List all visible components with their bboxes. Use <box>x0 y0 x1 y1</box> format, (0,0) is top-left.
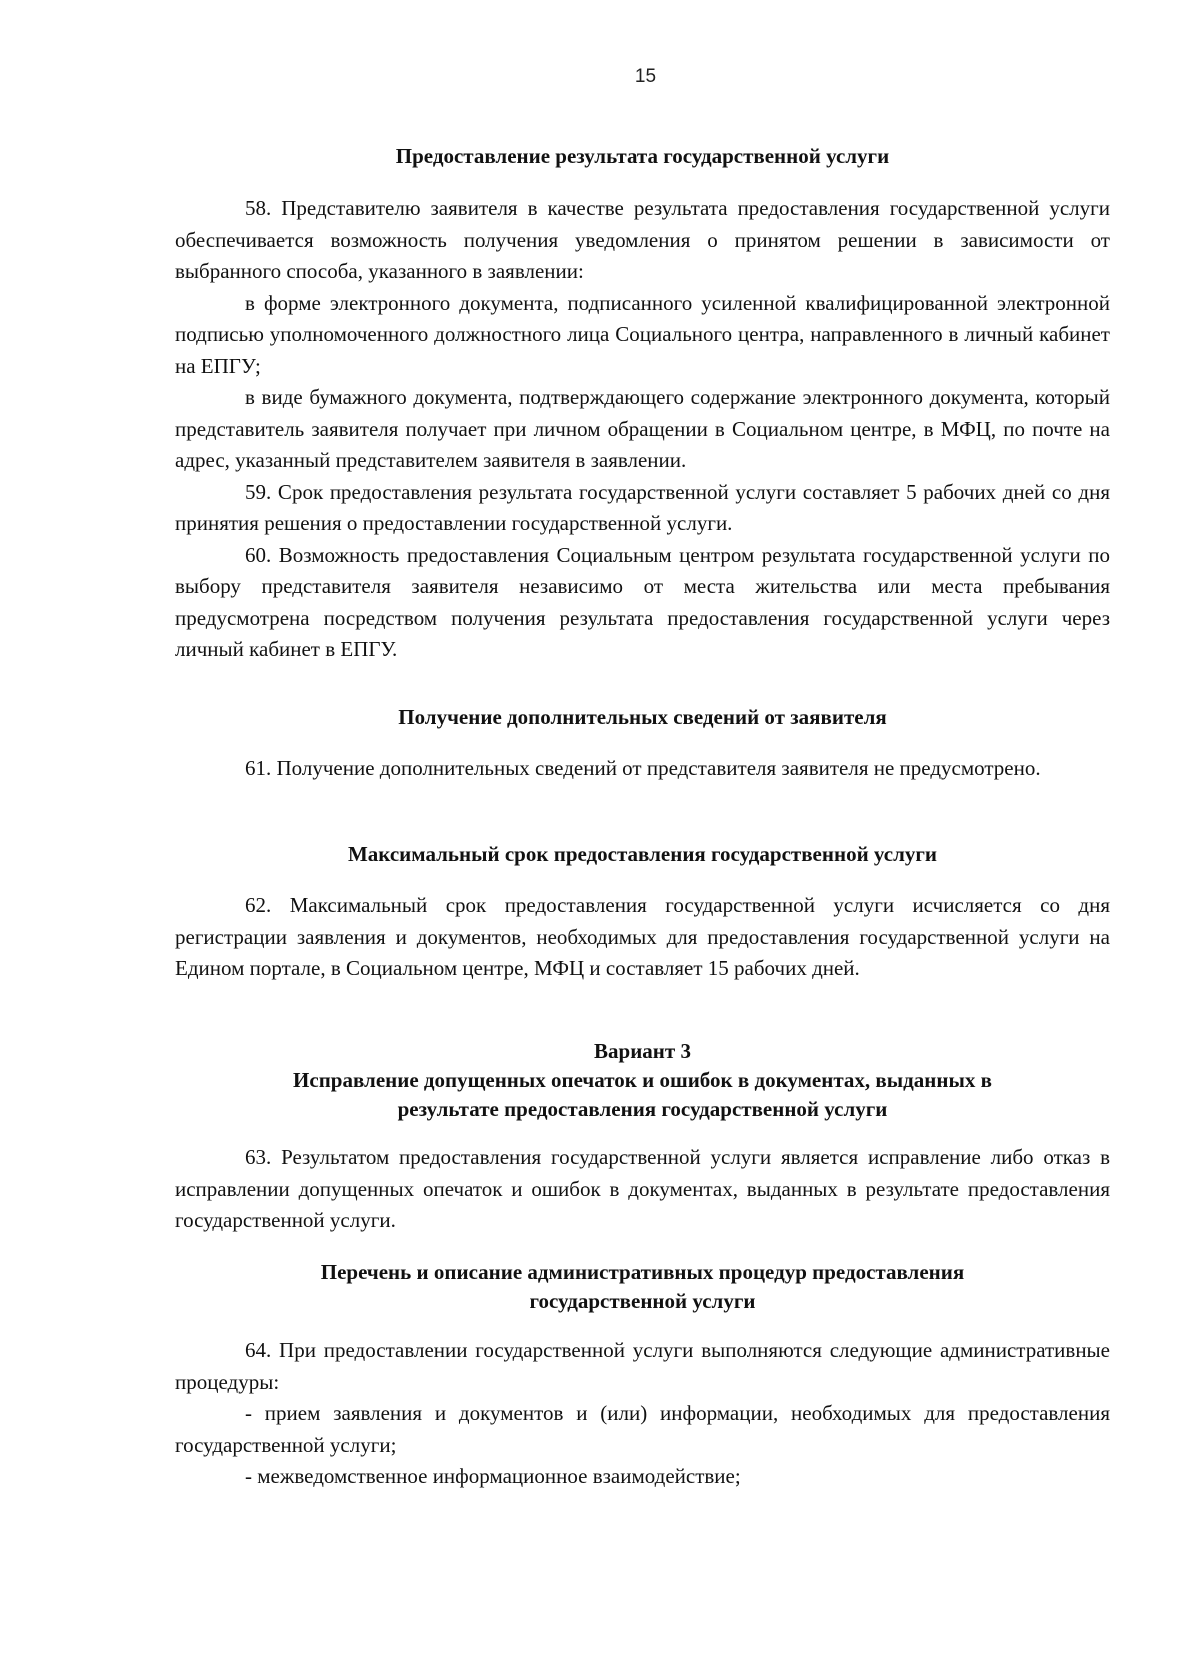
variant-title-line-1: Исправление допущенных опечаток и ошибок в документах, выданных в <box>293 1068 992 1092</box>
page-number: 15 <box>634 66 657 87</box>
procedure-item-reception: - прием заявления и документов и (или) информации, необходимых для предоставления государственной услуги; <box>175 1401 1110 1457</box>
variant-title-line-2: результате предоставления государственной услуги <box>397 1097 888 1121</box>
admin-procedures-title-line-1: Перечень и описание административных процедур предоставления <box>320 1260 965 1284</box>
section-heading-max-term: Максимальный срок предоставления государственной услуги <box>347 842 938 866</box>
paragraph-62: 62. Максимальный срок предоставления государственной услуги исчисляется со дня регистрации заявления и документов, необходимых для предоставления государственной услуги на Едином портале, в Социальном центре, МФЦ и составляет 15 рабочих дней. <box>175 893 1110 980</box>
paragraph-58-electronic: в форме электронного документа, подписанного усиленной квалифицированной электронной подписью уполномоченного должностного лица Социального центра, направленного в личный кабинет на ЕПГУ; <box>175 290 1110 378</box>
section-body-result-delivery <box>175 193 1110 666</box>
admin-procedures-title-line-2: государственной услуги <box>529 1289 756 1313</box>
section-body-admin-procedures <box>175 1335 1110 1493</box>
section-heading-admin-procedures <box>175 1258 1110 1316</box>
paragraph-64: 64. При предоставлении государственной услуги выполняются следующие административные процедуры: <box>175 1338 1110 1394</box>
section-body-additional-info <box>175 753 1110 785</box>
paragraph-58: 58. Представителю заявителя в качестве результата предоставления государственной услуги обеспечивается возможность получения уведомления о принятом решении в зависимости от выбранного способа, указанного в заявлении: <box>175 196 1110 283</box>
section-heading-variant-3 <box>175 1037 1110 1124</box>
procedure-item-interagency: - межведомственное информационное взаимодействие; <box>245 1464 741 1488</box>
paragraph-59: 59. Срок предоставления результата государственной услуги составляет 5 рабочих дней со дня принятия решения о предоставлении государственной услуги. <box>175 479 1110 535</box>
paragraph-58-paper: в виде бумажного документа, подтверждающего содержание электронного документа, который представитель заявителя получает при личном обращении в Социальном центре, в МФЦ, по почте на адрес, указанный представителем заявителя в заявлении. <box>175 385 1110 472</box>
section-body-variant-3 <box>175 1142 1110 1237</box>
paragraph-63: 63. Результатом предоставления государственной услуги является исправление либо отказ в исправлении допущенных опечаток и ошибок в документах, выданных в результате предоставления государственной услуги. <box>175 1145 1110 1232</box>
paragraph-60: 60. Возможность предоставления Социальным центром результата государственной услуги по выбору представителя заявителя независимо от места жительства или места пребывания предусмотрена посредством получения результата предоставления государственной услуги через личный кабинет в ЕПГУ. <box>175 542 1110 661</box>
paragraph-61: 61. Получение дополнительных сведений от представителя заявителя не предусмотрено. <box>245 756 1041 780</box>
section-heading-result-delivery: Предоставление результата государственной услуги <box>395 144 890 168</box>
section-heading-additional-info: Получение дополнительных сведений от заявителя <box>398 705 887 729</box>
section-body-max-term <box>175 890 1110 985</box>
variant-label: Вариант 3 <box>594 1039 691 1063</box>
